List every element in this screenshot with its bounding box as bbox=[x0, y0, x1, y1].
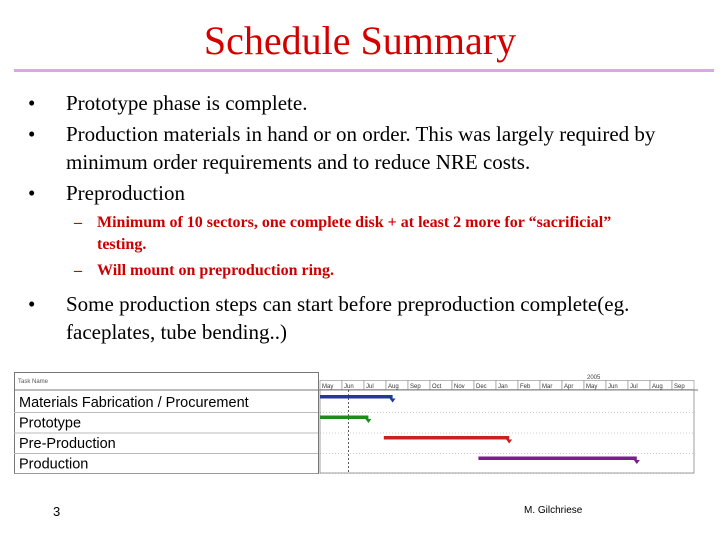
task-bar bbox=[320, 416, 368, 420]
column-header: Task Name bbox=[18, 379, 49, 385]
task-bar-end-marker bbox=[365, 419, 371, 423]
bullet-dot-icon: • bbox=[28, 292, 36, 316]
author-name: M. Gilchriese bbox=[524, 505, 583, 516]
month-label: Jul bbox=[366, 384, 374, 390]
month-label: Dec bbox=[476, 384, 487, 390]
gantt-chart bbox=[14, 372, 698, 474]
dash-icon: – bbox=[74, 214, 82, 231]
bullet-text: Some production steps can start before preproduction complete(eg. faceplates, tube bending..) bbox=[66, 292, 630, 344]
month-label: Jan bbox=[498, 384, 508, 390]
task-name: Prototype bbox=[19, 415, 82, 432]
month-label: Aug bbox=[652, 384, 663, 390]
task-bar bbox=[320, 395, 393, 399]
task-bar-end-marker bbox=[390, 399, 396, 403]
bullet-list bbox=[24, 89, 664, 346]
sub-bullet-item bbox=[24, 260, 664, 282]
bullet-item bbox=[24, 89, 664, 117]
sub-bullet-text: Minimum of 10 sectors, one complete disk + at least 2 more for “sacrificial” testing. bbox=[97, 214, 612, 253]
task-name: Pre-Production bbox=[19, 436, 116, 452]
month-label: Mar bbox=[542, 384, 553, 390]
month-label: Sep bbox=[674, 384, 685, 390]
month-label: Feb bbox=[520, 384, 531, 390]
bullet-dot-icon: • bbox=[28, 122, 36, 146]
year-label: 2005 bbox=[587, 375, 601, 381]
dash-icon: – bbox=[74, 262, 82, 279]
bullet-item bbox=[24, 120, 664, 176]
month-label: Apr bbox=[564, 384, 574, 390]
task-bar bbox=[478, 457, 636, 461]
task-bar bbox=[384, 436, 509, 440]
month-label: May bbox=[586, 384, 598, 390]
bullet-dot-icon: • bbox=[28, 91, 36, 115]
month-label: Jul bbox=[630, 384, 638, 390]
bullet-item bbox=[24, 290, 664, 346]
bullet-text: Preproduction bbox=[66, 181, 185, 205]
page-number: 3 bbox=[53, 504, 61, 519]
month-label: Jun bbox=[344, 384, 354, 390]
bullet-dot-icon: • bbox=[28, 181, 36, 205]
task-bar-end-marker bbox=[506, 440, 512, 444]
task-bar-end-marker bbox=[634, 460, 640, 464]
month-label: Nov bbox=[454, 384, 465, 390]
bullet-item bbox=[24, 179, 664, 207]
sub-bullet-text: Will mount on preproduction ring. bbox=[97, 262, 334, 279]
bullet-text: Prototype phase is complete. bbox=[66, 91, 308, 115]
task-name: Production bbox=[19, 456, 89, 473]
month-label: May bbox=[322, 384, 334, 390]
month-label: Sep bbox=[410, 384, 421, 390]
month-label: Oct bbox=[432, 384, 442, 390]
slide-title: Schedule Summary bbox=[203, 18, 517, 63]
sub-bullet-item bbox=[24, 212, 664, 256]
month-label: Jun bbox=[608, 384, 618, 390]
month-label: Aug bbox=[388, 384, 399, 390]
bullet-text: Production materials in hand or on order. This was largely required by minimum order requirements and to reduce NRE costs. bbox=[66, 122, 656, 174]
title-underline bbox=[14, 69, 714, 72]
task-name: Materials Fabrication / Procurement bbox=[19, 395, 249, 411]
